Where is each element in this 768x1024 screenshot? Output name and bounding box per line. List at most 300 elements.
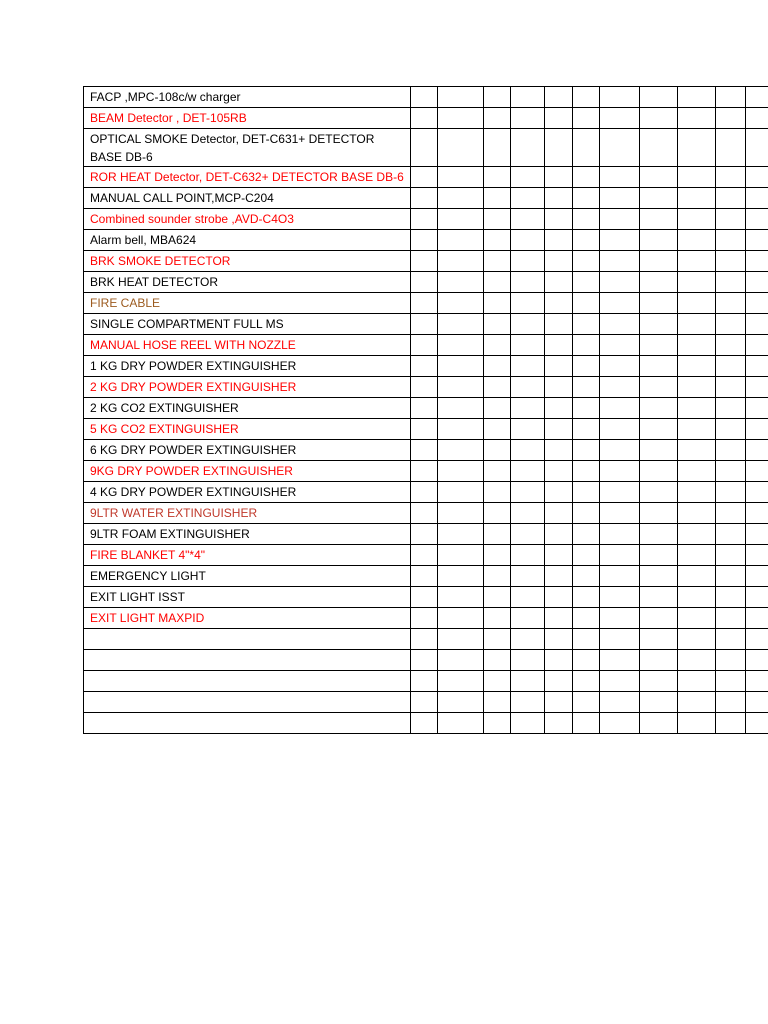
empty-cell: [600, 629, 640, 650]
empty-cell: [484, 398, 511, 419]
empty-cell: [511, 209, 545, 230]
empty-cell: [746, 419, 768, 440]
item-description-cell: 6 KG DRY POWDER EXTINGUISHER: [84, 440, 411, 461]
table-row: [84, 587, 768, 608]
empty-cell: [600, 108, 640, 129]
empty-cell: [411, 650, 438, 671]
empty-cell: [716, 713, 746, 734]
empty-cell: [573, 251, 600, 272]
empty-cell: [511, 587, 545, 608]
empty-cell: [678, 461, 716, 482]
empty-cell: [484, 461, 511, 482]
empty-cell: [484, 335, 511, 356]
empty-cell: [411, 461, 438, 482]
empty-cell: [511, 713, 545, 734]
empty-cell: [511, 461, 545, 482]
empty-cell: [511, 230, 545, 251]
empty-cell: [716, 335, 746, 356]
item-description-cell: 9KG DRY POWDER EXTINGUISHER: [84, 461, 411, 482]
empty-cell: [438, 188, 484, 209]
empty-cell: [573, 108, 600, 129]
empty-cell: [640, 272, 678, 293]
table-row: [84, 356, 768, 377]
empty-cell: [746, 608, 768, 629]
empty-cell: [678, 188, 716, 209]
empty-cell: [573, 188, 600, 209]
table-row: [84, 293, 768, 314]
empty-cell: [545, 209, 573, 230]
empty-cell: [573, 461, 600, 482]
empty-cell: [484, 230, 511, 251]
empty-cell: [716, 314, 746, 335]
table-body: [84, 87, 768, 734]
empty-cell: [746, 461, 768, 482]
empty-cell: [746, 129, 768, 167]
empty-cell: [573, 608, 600, 629]
empty-cell: [640, 335, 678, 356]
empty-cell: [746, 713, 768, 734]
empty-cell: [716, 398, 746, 419]
empty-cell: [545, 545, 573, 566]
empty-cell: [716, 692, 746, 713]
empty-cell: [746, 503, 768, 524]
empty-cell: [678, 377, 716, 398]
empty-cell: [511, 503, 545, 524]
empty-cell: [438, 503, 484, 524]
table-row: [84, 251, 768, 272]
table-row: [84, 108, 768, 129]
empty-cell: [600, 230, 640, 251]
item-description-cell: Combined sounder strobe ,AVD-C4O3: [84, 209, 411, 230]
empty-cell: [678, 87, 716, 108]
empty-cell: [545, 129, 573, 167]
empty-cell: [411, 377, 438, 398]
item-description-cell: 9LTR FOAM EXTINGUISHER: [84, 524, 411, 545]
empty-cell: [716, 108, 746, 129]
empty-cell: [716, 566, 746, 587]
empty-cell: [411, 608, 438, 629]
empty-cell: [640, 377, 678, 398]
empty-cell: [411, 251, 438, 272]
empty-cell: [640, 419, 678, 440]
empty-cell: [640, 440, 678, 461]
empty-cell: [438, 440, 484, 461]
empty-cell: [716, 209, 746, 230]
empty-cell: [511, 108, 545, 129]
table-row: [84, 650, 768, 671]
empty-cell: [411, 419, 438, 440]
empty-cell: [438, 209, 484, 230]
empty-cell: [640, 230, 678, 251]
table-row: [84, 713, 768, 734]
empty-cell: [600, 713, 640, 734]
empty-cell: [545, 608, 573, 629]
empty-cell: [511, 524, 545, 545]
item-description-cell: [84, 650, 411, 671]
empty-cell: [411, 671, 438, 692]
empty-cell: [484, 377, 511, 398]
table-row: [84, 87, 768, 108]
empty-cell: [600, 545, 640, 566]
empty-cell: [411, 629, 438, 650]
empty-cell: [640, 524, 678, 545]
empty-cell: [573, 524, 600, 545]
empty-cell: [573, 209, 600, 230]
empty-cell: [600, 608, 640, 629]
item-description-cell: FIRE BLANKET 4"*4": [84, 545, 411, 566]
empty-cell: [600, 356, 640, 377]
empty-cell: [600, 587, 640, 608]
empty-cell: [573, 356, 600, 377]
empty-cell: [438, 713, 484, 734]
item-description-cell: 2 KG DRY POWDER EXTINGUISHER: [84, 377, 411, 398]
empty-cell: [484, 314, 511, 335]
empty-cell: [484, 524, 511, 545]
table-row: [84, 419, 768, 440]
empty-cell: [545, 251, 573, 272]
empty-cell: [573, 272, 600, 293]
empty-cell: [600, 398, 640, 419]
empty-cell: [545, 188, 573, 209]
empty-cell: [545, 335, 573, 356]
empty-cell: [746, 566, 768, 587]
empty-cell: [573, 587, 600, 608]
empty-cell: [678, 209, 716, 230]
table-row: [84, 377, 768, 398]
empty-cell: [600, 692, 640, 713]
empty-cell: [411, 692, 438, 713]
empty-cell: [511, 188, 545, 209]
empty-cell: [484, 671, 511, 692]
empty-cell: [678, 671, 716, 692]
empty-cell: [545, 692, 573, 713]
empty-cell: [678, 692, 716, 713]
table-row: [84, 503, 768, 524]
empty-cell: [640, 108, 678, 129]
empty-cell: [716, 377, 746, 398]
item-description-cell: 9LTR WATER EXTINGUISHER: [84, 503, 411, 524]
empty-cell: [640, 314, 678, 335]
empty-cell: [511, 482, 545, 503]
empty-cell: [746, 692, 768, 713]
empty-cell: [746, 440, 768, 461]
empty-cell: [573, 713, 600, 734]
item-description-cell: OPTICAL SMOKE Detector, DET-C631+ DETECTOR BASE DB-6: [84, 129, 411, 167]
empty-cell: [545, 230, 573, 251]
empty-cell: [678, 419, 716, 440]
empty-cell: [573, 671, 600, 692]
empty-cell: [511, 314, 545, 335]
empty-cell: [511, 87, 545, 108]
table-row: [84, 608, 768, 629]
empty-cell: [746, 356, 768, 377]
empty-cell: [484, 713, 511, 734]
table-row: [84, 629, 768, 650]
empty-cell: [573, 398, 600, 419]
empty-cell: [678, 230, 716, 251]
empty-cell: [545, 629, 573, 650]
empty-cell: [640, 167, 678, 188]
empty-cell: [746, 251, 768, 272]
empty-cell: [573, 566, 600, 587]
empty-cell: [678, 167, 716, 188]
table-row: [84, 671, 768, 692]
empty-cell: [545, 314, 573, 335]
empty-cell: [716, 524, 746, 545]
empty-cell: [746, 293, 768, 314]
empty-cell: [411, 87, 438, 108]
empty-cell: [573, 692, 600, 713]
empty-cell: [484, 419, 511, 440]
empty-cell: [411, 230, 438, 251]
empty-cell: [746, 230, 768, 251]
empty-cell: [600, 314, 640, 335]
empty-cell: [573, 650, 600, 671]
empty-cell: [438, 230, 484, 251]
empty-cell: [545, 524, 573, 545]
empty-cell: [678, 503, 716, 524]
empty-cell: [438, 650, 484, 671]
table-row: [84, 692, 768, 713]
table-row: [84, 167, 768, 188]
empty-cell: [746, 377, 768, 398]
equipment-table: [83, 86, 768, 734]
empty-cell: [411, 713, 438, 734]
empty-cell: [484, 356, 511, 377]
empty-cell: [716, 87, 746, 108]
empty-cell: [438, 129, 484, 167]
empty-cell: [484, 251, 511, 272]
empty-cell: [573, 129, 600, 167]
empty-cell: [411, 587, 438, 608]
empty-cell: [600, 524, 640, 545]
table-row: [84, 461, 768, 482]
empty-cell: [716, 251, 746, 272]
empty-cell: [640, 587, 678, 608]
empty-cell: [438, 314, 484, 335]
empty-cell: [716, 461, 746, 482]
empty-cell: [438, 524, 484, 545]
empty-cell: [678, 314, 716, 335]
empty-cell: [411, 503, 438, 524]
empty-cell: [640, 692, 678, 713]
empty-cell: [511, 377, 545, 398]
table-row: [84, 314, 768, 335]
empty-cell: [640, 503, 678, 524]
empty-cell: [484, 608, 511, 629]
item-description-cell: [84, 713, 411, 734]
empty-cell: [600, 650, 640, 671]
empty-cell: [411, 524, 438, 545]
empty-cell: [600, 167, 640, 188]
empty-cell: [545, 398, 573, 419]
empty-cell: [484, 188, 511, 209]
empty-cell: [438, 251, 484, 272]
empty-cell: [600, 272, 640, 293]
empty-cell: [600, 440, 640, 461]
empty-cell: [678, 293, 716, 314]
empty-cell: [545, 87, 573, 108]
empty-cell: [640, 482, 678, 503]
empty-cell: [573, 419, 600, 440]
empty-cell: [600, 419, 640, 440]
empty-cell: [484, 167, 511, 188]
empty-cell: [746, 87, 768, 108]
empty-cell: [678, 356, 716, 377]
empty-cell: [746, 587, 768, 608]
empty-cell: [438, 293, 484, 314]
empty-cell: [511, 608, 545, 629]
empty-cell: [716, 671, 746, 692]
empty-cell: [716, 545, 746, 566]
empty-cell: [545, 356, 573, 377]
empty-cell: [746, 398, 768, 419]
empty-cell: [511, 440, 545, 461]
empty-cell: [678, 650, 716, 671]
empty-cell: [573, 314, 600, 335]
empty-cell: [678, 482, 716, 503]
empty-cell: [411, 314, 438, 335]
empty-cell: [678, 566, 716, 587]
item-description-cell: SINGLE COMPARTMENT FULL MS: [84, 314, 411, 335]
empty-cell: [678, 108, 716, 129]
empty-cell: [511, 650, 545, 671]
table-row: [84, 398, 768, 419]
table-row: [84, 545, 768, 566]
empty-cell: [484, 629, 511, 650]
empty-cell: [411, 545, 438, 566]
empty-cell: [640, 188, 678, 209]
empty-cell: [545, 108, 573, 129]
empty-cell: [438, 272, 484, 293]
empty-cell: [716, 629, 746, 650]
empty-cell: [484, 482, 511, 503]
empty-cell: [511, 545, 545, 566]
empty-cell: [484, 566, 511, 587]
empty-cell: [600, 129, 640, 167]
empty-cell: [438, 671, 484, 692]
empty-cell: [746, 482, 768, 503]
empty-cell: [438, 692, 484, 713]
empty-cell: [573, 629, 600, 650]
empty-cell: [746, 671, 768, 692]
empty-cell: [600, 482, 640, 503]
empty-cell: [511, 692, 545, 713]
empty-cell: [511, 167, 545, 188]
empty-cell: [411, 129, 438, 167]
empty-cell: [640, 650, 678, 671]
empty-cell: [573, 167, 600, 188]
empty-cell: [640, 566, 678, 587]
empty-cell: [640, 671, 678, 692]
empty-cell: [438, 87, 484, 108]
empty-cell: [678, 251, 716, 272]
table-row: [84, 524, 768, 545]
empty-cell: [746, 188, 768, 209]
empty-cell: [640, 545, 678, 566]
empty-cell: [411, 167, 438, 188]
empty-cell: [600, 293, 640, 314]
empty-cell: [640, 293, 678, 314]
empty-cell: [545, 461, 573, 482]
empty-cell: [678, 398, 716, 419]
empty-cell: [746, 167, 768, 188]
empty-cell: [746, 272, 768, 293]
empty-cell: [438, 629, 484, 650]
empty-cell: [545, 167, 573, 188]
item-description-cell: Alarm bell, MBA624: [84, 230, 411, 251]
empty-cell: [716, 587, 746, 608]
empty-cell: [678, 524, 716, 545]
empty-cell: [600, 566, 640, 587]
empty-cell: [511, 129, 545, 167]
empty-cell: [438, 356, 484, 377]
empty-cell: [511, 398, 545, 419]
item-description-cell: 5 KG CO2 EXTINGUISHER: [84, 419, 411, 440]
table-row: [84, 129, 768, 167]
empty-cell: [484, 587, 511, 608]
empty-cell: [484, 87, 511, 108]
empty-cell: [573, 230, 600, 251]
empty-cell: [678, 629, 716, 650]
table-row: [84, 566, 768, 587]
empty-cell: [438, 587, 484, 608]
empty-cell: [640, 629, 678, 650]
empty-cell: [484, 440, 511, 461]
empty-cell: [411, 293, 438, 314]
empty-cell: [484, 272, 511, 293]
empty-cell: [511, 566, 545, 587]
empty-cell: [411, 356, 438, 377]
empty-cell: [511, 629, 545, 650]
empty-cell: [640, 461, 678, 482]
empty-cell: [545, 272, 573, 293]
item-description-cell: MANUAL CALL POINT,MCP-C204: [84, 188, 411, 209]
empty-cell: [484, 129, 511, 167]
empty-cell: [438, 608, 484, 629]
empty-cell: [484, 209, 511, 230]
empty-cell: [438, 461, 484, 482]
empty-cell: [640, 608, 678, 629]
empty-cell: [678, 608, 716, 629]
empty-cell: [746, 108, 768, 129]
empty-cell: [678, 545, 716, 566]
empty-cell: [511, 335, 545, 356]
empty-cell: [716, 482, 746, 503]
empty-cell: [484, 503, 511, 524]
empty-cell: [411, 566, 438, 587]
empty-cell: [573, 377, 600, 398]
empty-cell: [511, 293, 545, 314]
empty-cell: [545, 566, 573, 587]
empty-cell: [573, 440, 600, 461]
table-row: [84, 272, 768, 293]
table-row: [84, 188, 768, 209]
empty-cell: [511, 272, 545, 293]
empty-cell: [573, 335, 600, 356]
empty-cell: [746, 629, 768, 650]
empty-cell: [484, 650, 511, 671]
empty-cell: [716, 129, 746, 167]
empty-cell: [545, 650, 573, 671]
empty-cell: [545, 440, 573, 461]
empty-cell: [411, 440, 438, 461]
table-row: [84, 335, 768, 356]
empty-cell: [600, 87, 640, 108]
empty-cell: [545, 671, 573, 692]
empty-cell: [600, 461, 640, 482]
empty-cell: [438, 335, 484, 356]
